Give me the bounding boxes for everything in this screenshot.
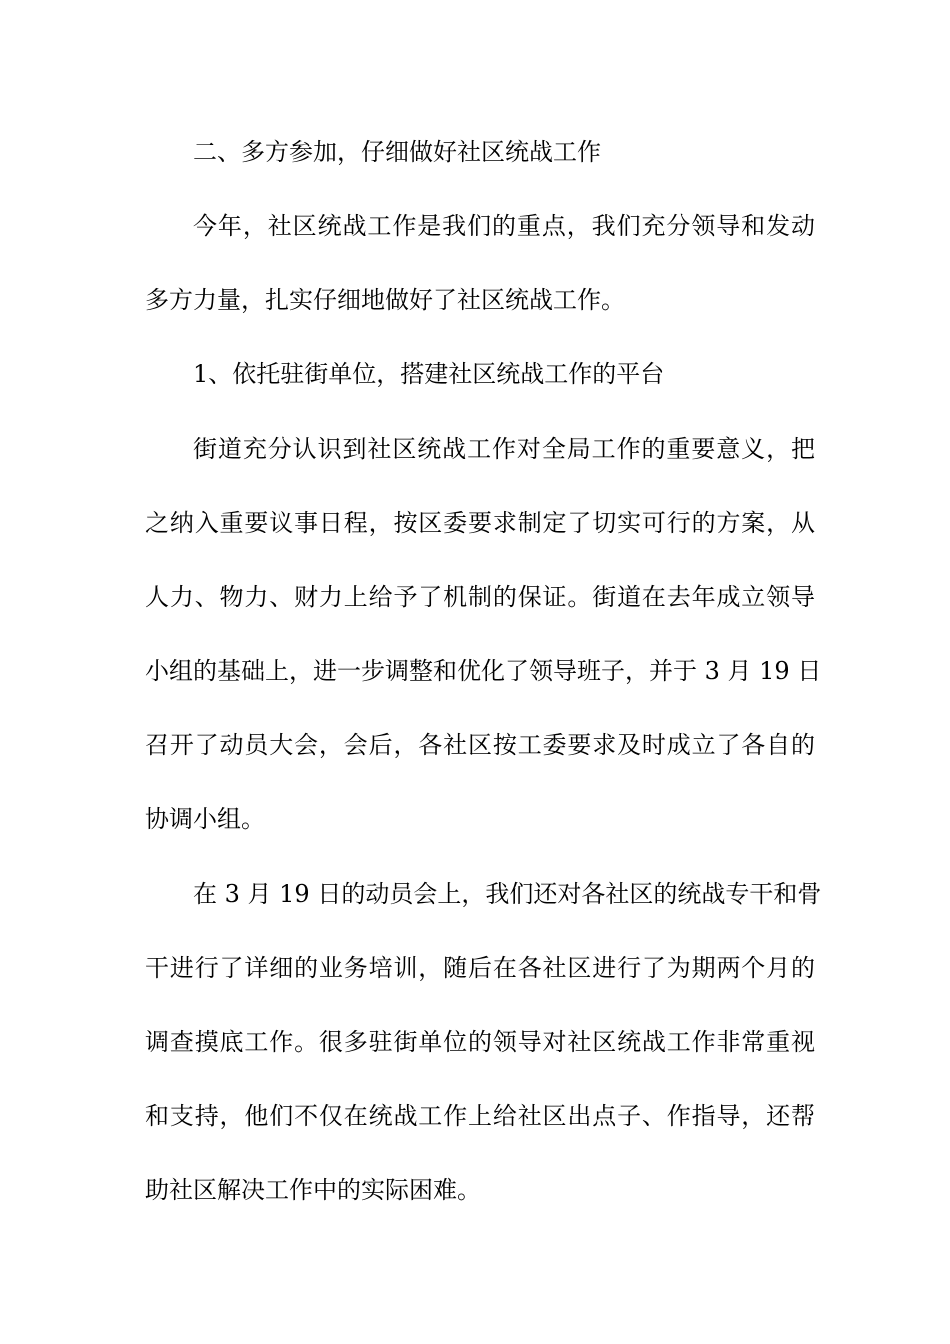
paragraph-line: 小组的基础上，进一步调整和优化了领导班子，并于 3 月 19 日 xyxy=(145,657,822,685)
paragraph-line: 人力、物力、财力上给予了机制的保证。街道在去年成立领导 xyxy=(145,583,815,611)
paragraph-line: 今年，社区统战工作是我们的重点，我们充分领导和发动 xyxy=(193,212,815,240)
paragraph-line: 干进行了详细的业务培训，随后在各社区进行了为期两个月的 xyxy=(145,954,815,982)
section-heading: 二、多方参加，仔细做好社区统战工作 xyxy=(193,138,601,166)
paragraph-line: 和支持，他们不仅在统战工作上给社区出点子、作指导，还帮 xyxy=(145,1102,815,1130)
paragraph-line: 助社区解决工作中的实际困难。 xyxy=(145,1176,481,1204)
paragraph-line: 召开了动员大会，会后，各社区按工委要求及时成立了各自的 xyxy=(145,731,815,759)
paragraph-line: 之纳入重要议事日程，按区委要求制定了切实可行的方案，从 xyxy=(145,509,815,537)
paragraph-line: 街道充分认识到社区统战工作对全局工作的重要意义，把 xyxy=(193,435,815,463)
paragraph-line: 调查摸底工作。很多驻街单位的领导对社区统战工作非常重视 xyxy=(145,1028,815,1056)
paragraph-line: 多方力量，扎实仔细地做好了社区统战工作。 xyxy=(145,286,625,314)
subsection-heading: 1、依托驻街单位，搭建社区统战工作的平台 xyxy=(193,360,665,388)
paragraph-line: 协调小组。 xyxy=(145,805,265,833)
paragraph-line: 在 3 月 19 日的动员会上，我们还对各社区的统战专干和骨 xyxy=(193,880,822,908)
